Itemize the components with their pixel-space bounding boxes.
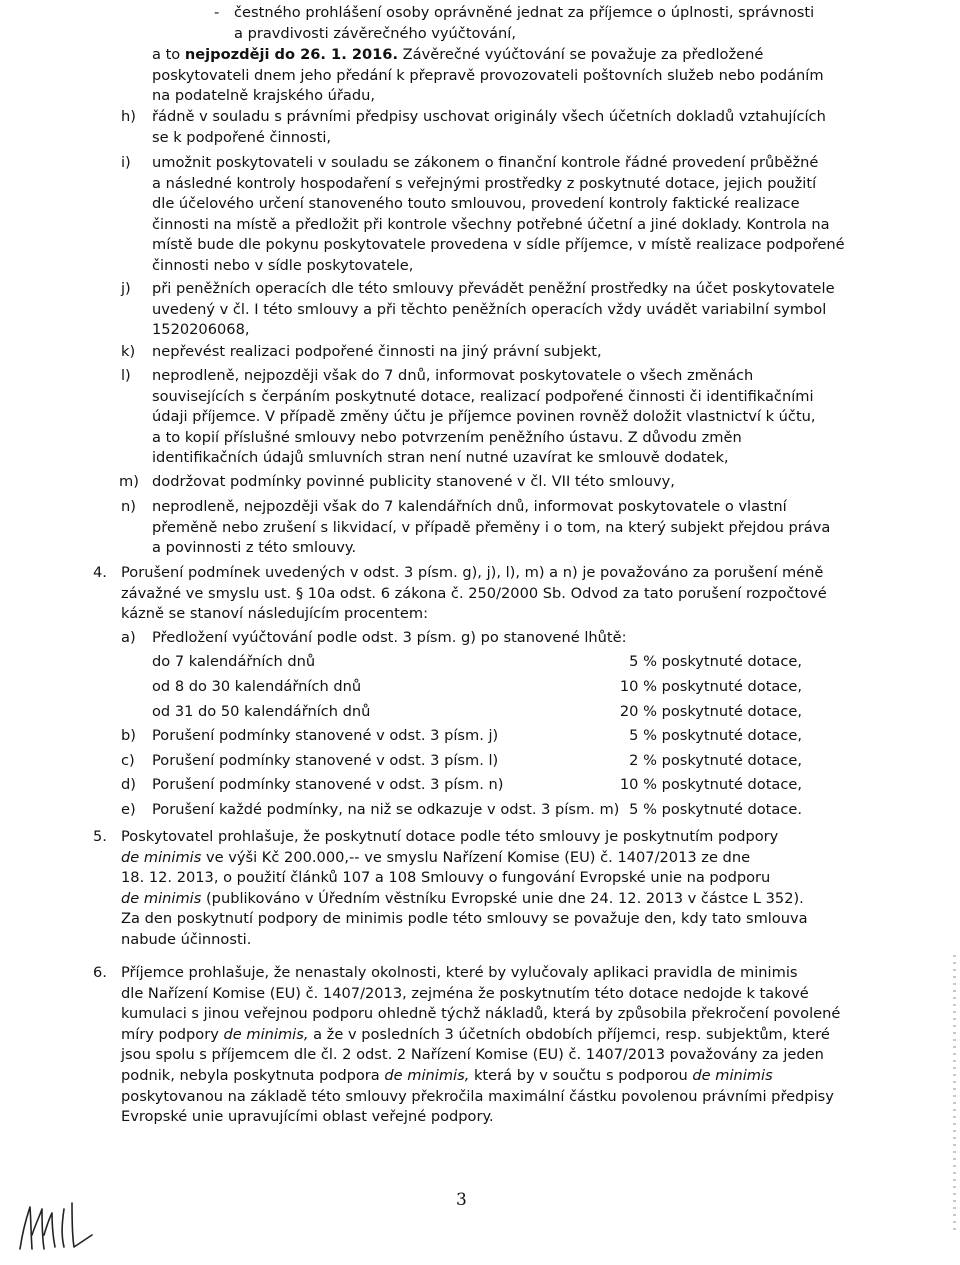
penalty-value: 2 % poskytnuté dotace, [629,752,802,769]
item-marker-i: i) [121,154,131,171]
text-line: činnosti na místě a předložit při kontrole všechny potřebné účetní a jiné doklady. Kontrola na [152,215,830,233]
text-line: Poskytovatel prohlašuje, že poskytnutí dotace podle této smlouvy je poskytnutím podpory [121,828,779,845]
text-line: řádně v souladu s právními předpisy uschovat originály všech účetních dokladů vztahujících [152,108,826,125]
text-span: která by v součtu s podporou [469,1066,693,1084]
penalty-value: 10 % poskytnuté dotace, [619,678,802,695]
item-i [152,153,845,277]
penalty-row [152,775,802,797]
text-line [121,1066,840,1087]
penalty-value: 5 % poskytnuté dotace, [629,653,802,670]
page-number: 3 [456,1190,467,1210]
text-span: Závěrečné vyúčtování se považuje za předložené [398,46,764,63]
text-line: uvedený v čl. I této smlouvy a při těchto peněžních operacích vždy uvádět variabilní symbol [152,300,827,318]
text-line: souvisejících s čerpáním poskytnuté dotace, realizací podpořené činnosti či identifikačními [152,387,814,405]
text-line: umožnit poskytovateli v souladu se zákonem o finanční kontrole řádné provedení průběžné [152,154,819,171]
text-span: ve výši Kč 200.000,-- ve smyslu Nařízení Komise (EU) č. 1407/2013 ze dne [201,848,751,866]
text-line: poskytovateli dnem jeho předání k přepravě provozovateli poštovních služeb nebo podáním [152,66,824,84]
text-line: Za den poskytnutí podpory de minimis podle této smlouvy se považuje den, kdy tato smlouva [121,910,808,928]
item-marker-k: k) [121,343,136,360]
section-5 [121,827,808,951]
item-m [152,472,675,493]
item-n [152,497,830,559]
text-line: dle účelového určení stanoveného touto smlouvou, provedení kontroly faktické realizace [152,195,800,213]
de-minimis-italic: de minimis, [384,1066,470,1084]
text-line: dodržovat podmínky povinné publicity stanovené v čl. VII této smlouvy, [152,473,675,490]
item-marker-d: d) [121,776,136,793]
item-marker-b: b) [121,727,136,744]
text-line: Příjemce prohlašuje, že nenastaly okolnosti, které by vylučovaly aplikaci pravidla de minimis [121,964,798,981]
penalty-row [152,652,802,674]
item-j [152,279,835,341]
text-span: míry podpory [121,1025,224,1043]
text-line: a následné kontroly hospodaření s veřejnými prostředky z poskytnuté dotace, jejich použití [152,174,817,192]
item-marker-j: j) [121,280,131,297]
section-6 [121,963,840,1128]
text-span: a to [152,46,185,63]
text-line: dle Nařízení Komise (EU) č. 1407/2013, zejména že poskytnutím této dotace nedojde k takové [121,984,809,1002]
text-line: kázně se stanoví následujícím procentem: [121,605,429,623]
item-marker-c: c) [121,752,135,769]
penalty-label: od 8 do 30 kalendářních dnů [152,678,362,695]
penalty-label: Porušení podmínky stanovené v odst. 3 písm. j) [152,727,499,744]
deadline-paragraph [152,45,842,107]
penalty-label: Porušení každé podmínky, na niž se odkazuje v odst. 3 písm. m) [152,801,620,818]
item-marker-h: h) [121,108,136,125]
penalty-row [152,702,802,724]
item-marker-m: m) [119,473,139,490]
text-line: a to kopií příslušné smlouvy nebo potvrzením peněžního ústavu. Z důvodu změn [152,428,742,446]
text-line: závažné ve smyslu ust. § 10a odst. 6 zákona č. 250/2000 Sb. Odvod za tato porušení rozpočtové [121,584,827,602]
text-line: 1520206068, [152,321,250,339]
penalty-value: 5 % poskytnuté dotace, [629,727,802,744]
text-line: a povinnosti z této smlouvy. [152,539,357,557]
item-marker-e: e) [121,801,136,818]
penalty-value: 5 % poskytnuté dotace. [629,801,802,818]
text-line: kumulaci s jinou veřejnou podporu ohledně týchž nákladů, která by způsobila překročení povolené [121,1005,841,1023]
text-line: Předložení vyúčtování podle odst. 3 písm. g) po stanovené lhůtě: [152,629,627,646]
text-line [121,889,808,910]
section-5-marker: 5. [93,828,107,845]
item-l [152,366,816,469]
text-span: (publikováno v Úředním věstníku Evropské unie dne 24. 12. 2013 v částce L 352). [201,889,804,907]
text-line: na podatelně krajského úřadu, [152,87,375,105]
section-6-marker: 6. [93,964,107,981]
item-marker-a: a) [121,629,136,646]
penalty-label: Porušení podmínky stanovené v odst. 3 písm. l) [152,752,499,769]
de-minimis-italic: de minimis [121,848,202,866]
de-minimis-italic: de minimis, [223,1025,309,1043]
section-4-intro [121,563,827,625]
penalty-label: do 7 kalendářních dnů [152,653,316,670]
penalty-a-text [152,628,627,649]
text-line: a pravdivosti závěrečného vyúčtování, [234,24,516,42]
text-line: neprodleně, nejpozději však do 7 dnů, informovat poskytovatele o všech změnách [152,367,754,384]
text-line: Porušení podmínek uvedených v odst. 3 písm. g), j), l), m) a n) je považováno za porušení méně [121,564,824,581]
penalty-value: 20 % poskytnuté dotace, [619,703,802,720]
dash-item [234,3,814,44]
text-line: 18. 12. 2013, o použití článků 107 a 108 Smlouvy o fungování Evropské unie na podporu [121,869,771,887]
text-line [121,848,808,869]
penalty-row [152,677,802,699]
penalty-label: Porušení podmínky stanovené v odst. 3 písm. n) [152,776,504,793]
text-line: činnosti nebo v sídle poskytovatele, [152,256,414,274]
penalty-row [152,726,802,748]
dash-marker: - [214,4,220,21]
text-line: identifikačních údajů smluvních stran není nutné uzavírat ke smlouvě dodatek, [152,449,729,467]
text-line: poskytovanou na základě této smlouvy překročila maximální částku povolenou právními předpisy [121,1087,834,1105]
penalty-row [152,751,802,773]
penalty-value: 10 % poskytnuté dotace, [619,776,802,793]
text-span: a že v posledních 3 účetních obdobích příjemci, resp. subjektům, které [308,1025,830,1043]
item-k [152,342,602,363]
penalty-row [152,800,802,822]
text-line: nabude účinnosti. [121,930,252,948]
text-line: se k podpořené činnosti, [152,128,332,146]
item-marker-n: n) [121,498,136,515]
text-line: Evropské unie upravujícími oblast veřejné podpory. [121,1108,494,1126]
text-line: nepřevést realizaci podpořené činnosti na jiný právní subjekt, [152,343,602,360]
penalty-label: od 31 do 50 kalendářních dnů [152,703,371,720]
text-line: údaji příjemce. V případě změny účtu je příjemce povinen rovněž doložit vlastnictví k účtu, [152,408,816,426]
text-line: při peněžních operacích dle této smlouvy převádět peněžní prostředky na účet poskytovatele [152,280,835,297]
de-minimis-italic: de minimis [692,1066,773,1084]
text-span: podnik, nebyla poskytnuta podpora [121,1066,385,1084]
text-line: jsou spolu s příjemcem dle čl. 2 odst. 2 Nařízení Komise (EU) č. 1407/2013 považovány za jeden [121,1046,824,1064]
scan-edge [953,955,956,1235]
deadline-bold: nejpozději do 26. 1. 2016. [184,46,398,63]
text-line: čestného prohlášení osoby oprávněné jednat za příjemce o úplnosti, správnosti [234,4,815,21]
text-line [121,1025,840,1046]
text-line: neprodleně, nejpozději však do 7 kalendářních dnů, informovat poskytovatele o vlastní [152,498,787,515]
signature-icon [14,1195,104,1255]
section-4-marker: 4. [93,564,107,581]
text-line: přeměně nebo zrušení s likvidací, v případě přeměny i o tom, na který subjekt přejdou práva [152,518,831,536]
item-h [152,107,826,148]
item-marker-l: l) [121,367,131,384]
de-minimis-italic: de minimis [121,889,202,907]
text-line: místě bude dle pokynu poskytovatele provedena v sídle příjemce, v místě realizace podpořené [152,236,845,254]
text-line [152,45,842,66]
